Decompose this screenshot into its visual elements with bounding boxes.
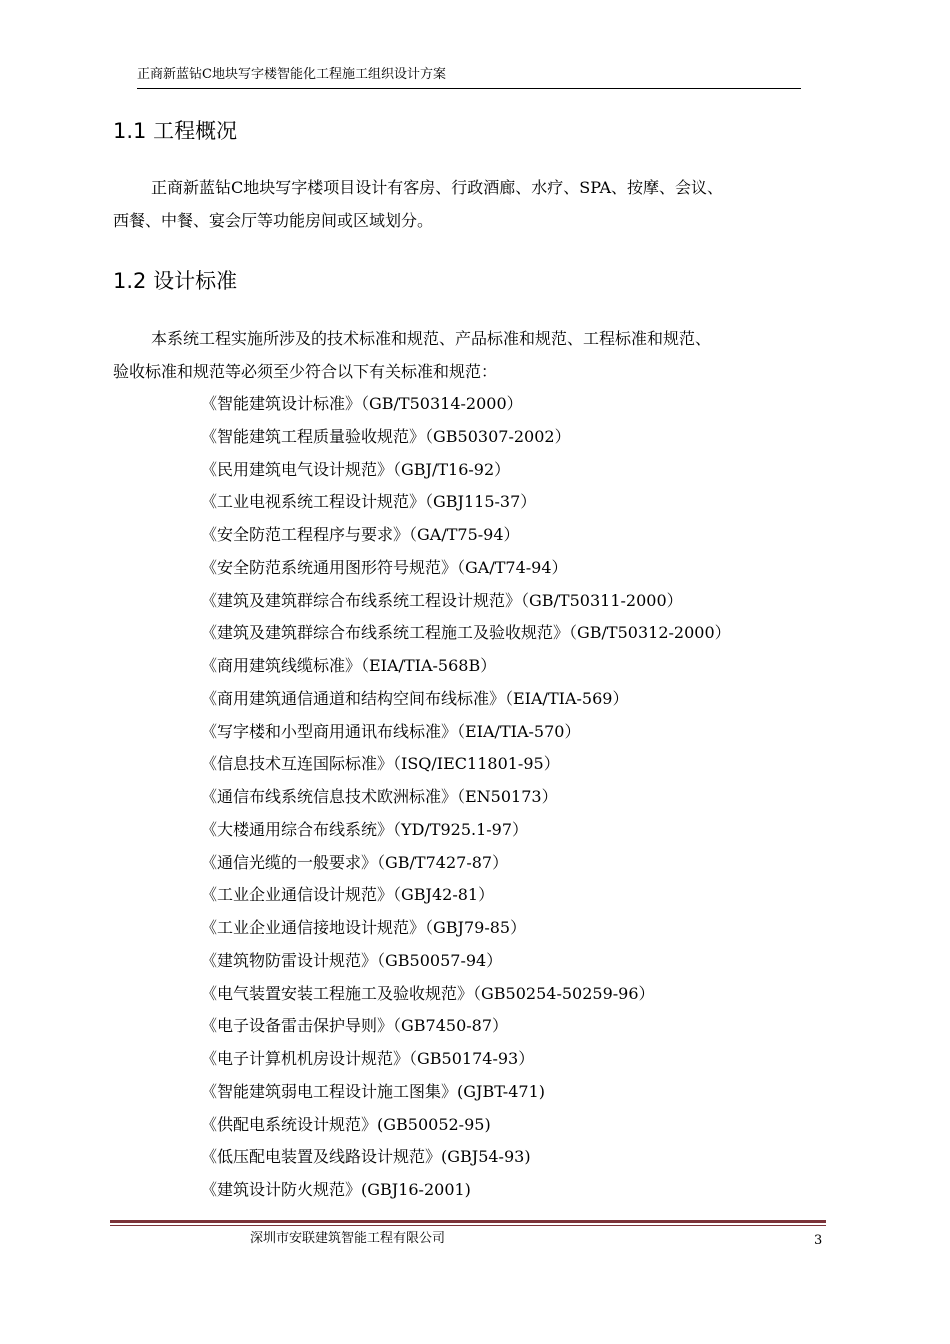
footer-divider <box>110 1220 826 1226</box>
overview-paragraph <box>113 171 833 237</box>
list-item: 《通信光缆的一般要求》（GB/T7427-87） <box>201 852 509 872</box>
list-item: 《电子设备雷击保护导则》（GB7450-87） <box>201 1016 509 1036</box>
list-item: 《建筑物防雷设计规范》（GB50057-94） <box>201 950 503 970</box>
list-item: 《建筑设计防火规范》(GBJ16-2001) <box>201 1180 471 1199</box>
paragraph-line: 本系统工程实施所涉及的技术标准和规范、产品标准和规范、工程标准和规范、 <box>151 329 712 348</box>
list-item: 《低压配电装置及线路设计规范》(GBJ54-93) <box>201 1147 531 1167</box>
footer-divider-thick <box>110 1220 826 1223</box>
page-number: 3 <box>814 1233 823 1248</box>
header-title: 正商新蓝钻C地块写字楼智能化工程施工组织设计方案 <box>137 67 446 82</box>
list-item: 《安全防范工程程序与要求》（GA/T75-94） <box>201 525 520 544</box>
paragraph-line: 正商新蓝钻C地块写字楼项目设计有客房、行政酒廊、水疗、SPA、按摩、会议、 <box>151 178 724 197</box>
list-item: 《民用建筑电气设计规范》（GBJ/T16-92） <box>201 459 511 479</box>
list-item: 《电气装置安装工程施工及验收规范》（GB50254-50259-96） <box>201 983 655 1003</box>
list-item: 《商用建筑线缆标准》（EIA/TIA-568B） <box>201 656 497 675</box>
list-item: 《工业电视系统工程设计规范》（GBJ115-37） <box>201 492 537 512</box>
list-item: 《工业企业通信接地设计规范》（GBJ79-85） <box>201 918 527 937</box>
list-item: 《商用建筑通信通道和结构空间布线标准》（EIA/TIA-569） <box>201 688 629 708</box>
section-heading-overview: 1.1 工程概况 <box>113 119 238 143</box>
list-item: 《智能建筑设计标准》（GB/T50314-2000） <box>201 394 523 413</box>
list-item: 《信息技术互连国际标准》（ISQ/IEC11801-95） <box>201 754 560 774</box>
list-item: 《智能建筑工程质量验收规范》（GB50307-2002） <box>201 426 571 446</box>
standards-list <box>201 388 731 1207</box>
footer-divider-thin <box>110 1225 826 1226</box>
list-item: 《电子计算机机房设计规范》（GB50174-93） <box>201 1049 535 1068</box>
paragraph-line: 西餐、中餐、宴会厅等功能房间或区域划分。 <box>113 211 434 230</box>
list-item: 《通信布线系统信息技术欧洲标准》（EN50173） <box>201 787 558 806</box>
list-item: 《建筑及建筑群综合布线系统工程施工及验收规范》（GB/T50312-2000） <box>201 623 731 643</box>
list-item: 《供配电系统设计规范》(GB50052-95) <box>201 1114 491 1134</box>
list-item: 《建筑及建筑群综合布线系统工程设计规范》（GB/T50311-2000） <box>201 590 683 610</box>
list-item: 《安全防范系统通用图形符号规范》（GA/T74-94） <box>201 557 568 577</box>
list-item: 《写字楼和小型商用通讯布线标准》（EIA/TIA-570） <box>201 721 581 741</box>
list-item: 《智能建筑弱电工程设计施工图集》(GJBT-471) <box>201 1081 545 1101</box>
list-item: 《工业企业通信设计规范》（GBJ42-81） <box>201 885 495 905</box>
page-header <box>137 66 801 89</box>
paragraph-line: 验收标准和规范等必须至少符合以下有关标准和规范： <box>113 362 498 381</box>
standards-intro-paragraph <box>113 322 833 388</box>
section-heading-design-standards: 1.2 设计标准 <box>113 269 238 293</box>
list-item: 《大楼通用综合布线系统》（YD/T925.1-97） <box>201 819 529 839</box>
footer-company-name: 深圳市安联建筑智能工程有限公司 <box>250 1231 446 1246</box>
